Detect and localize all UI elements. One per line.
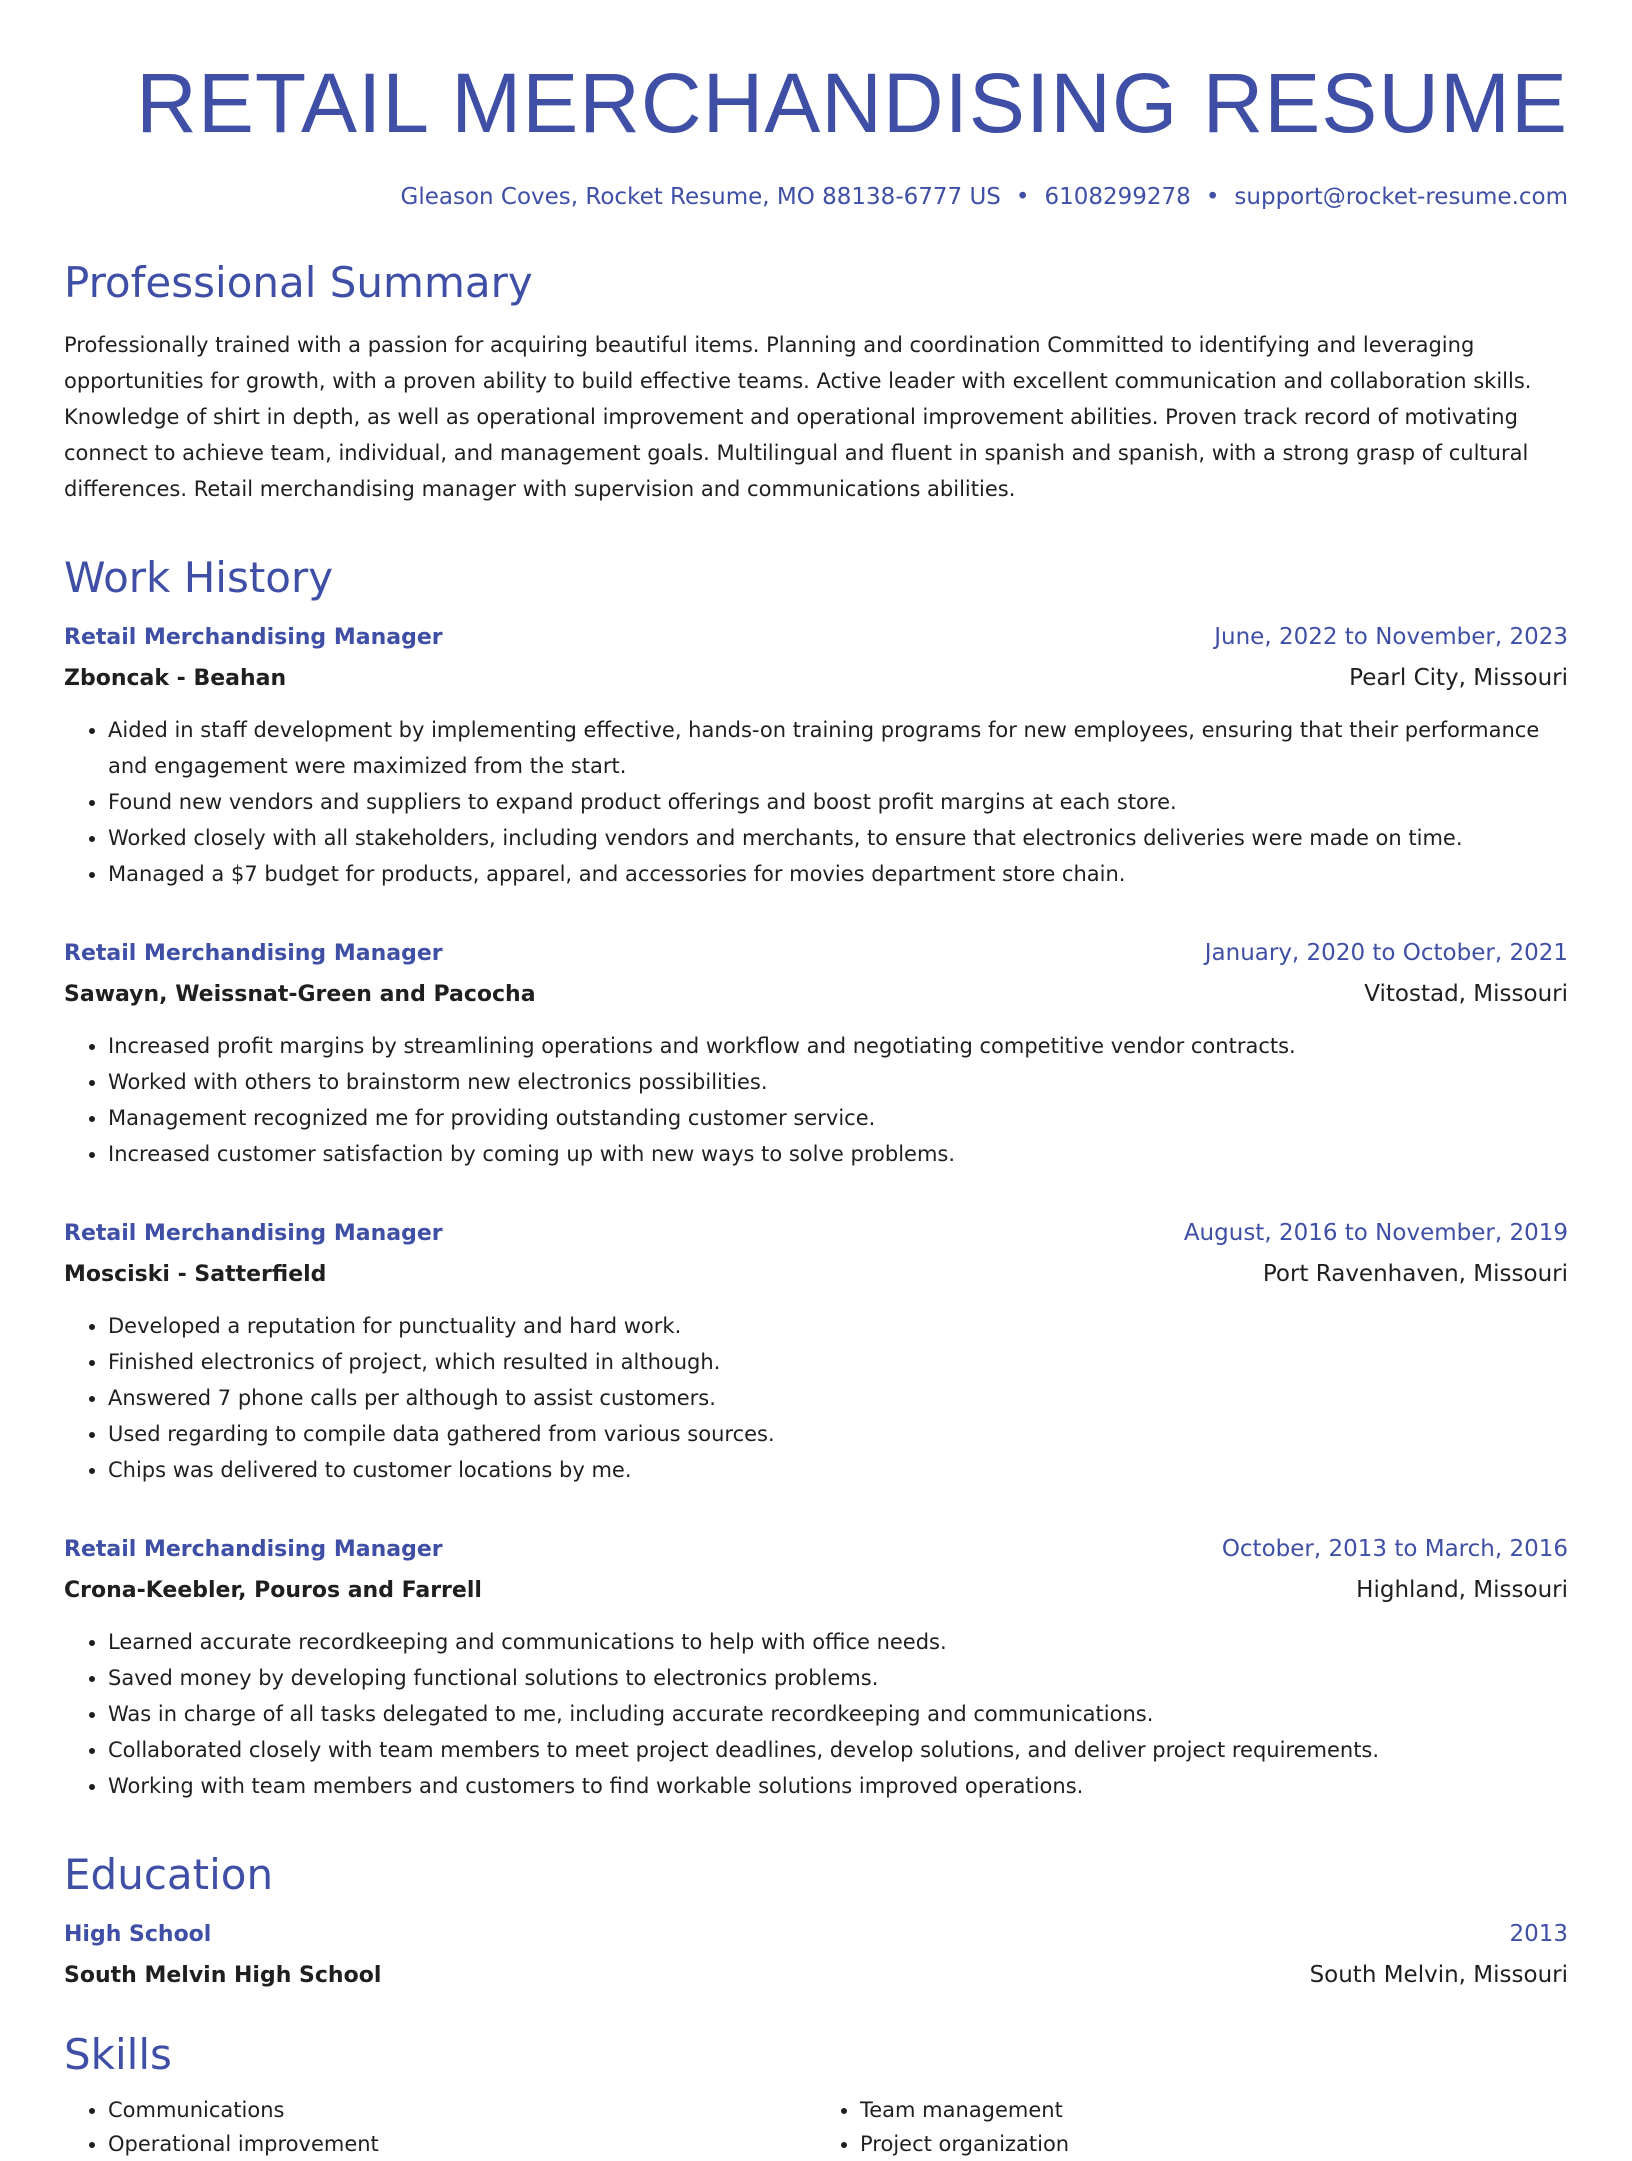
education-location: South Melvin, Missouri <box>1309 1962 1568 1988</box>
list-item: • Was in charge of all tasks delegated to me, including accurate recordkeeping and communications. <box>108 1696 1568 1732</box>
list-item: • Used regarding to compile data gathered from various sources. <box>108 1416 1568 1452</box>
list-item: • Aided in staff development by implementing effective, hands-on training programs for new employees, ensuring that their performance and engagement were maximized from the start. <box>108 712 1568 784</box>
list-item: • Saved money by developing functional solutions to electronics problems. <box>108 1660 1568 1696</box>
education-school: South Melvin High School <box>64 1963 382 1988</box>
list-item: • Collaborated closely with team members to meet project deadlines, develop solutions, and deliver project requirements. <box>108 1732 1568 1768</box>
contact-line <box>64 182 1568 212</box>
education-degree: High School <box>64 1922 212 1947</box>
contact-separator: • <box>1015 184 1030 210</box>
job-company: Sawayn, Weissnat-Green and Pacocha <box>64 982 536 1007</box>
education-year: 2013 <box>1509 1921 1568 1947</box>
job-role: Retail Merchandising Manager <box>64 941 443 966</box>
list-item: • Team management <box>860 2093 1568 2127</box>
list-item: • Increased profit margins by streamlining operations and workflow and negotiating competitive vendor contracts. <box>108 1028 1568 1064</box>
list-item: • Operational improvement <box>108 2127 816 2161</box>
contact-email: support@rocket-resume.com <box>1234 184 1568 210</box>
job-bullets <box>64 712 1568 892</box>
contact-separator: • <box>1205 184 1220 210</box>
job-location: Vitostad, Missouri <box>1364 981 1568 1007</box>
skills-heading: Skills <box>64 2030 172 2079</box>
resume-title: RETAIL MERCHANDISING RESUME <box>136 56 1568 150</box>
list-item: • Project organization <box>860 2127 1568 2161</box>
job-dates: June, 2022 to November, 2023 <box>1214 624 1568 650</box>
contact-phone: 6108299278 <box>1044 184 1191 210</box>
job-company: Zboncak - Beahan <box>64 666 287 691</box>
list-item: • Working with team members and customers to find workable solutions improved operations. <box>108 1768 1568 1804</box>
education-heading: Education <box>64 1850 274 1899</box>
summary-text: Professionally trained with a passion for acquiring beautiful items. Planning and coordination Committed to identifying and leveraging opportunities for growth, with a proven ability to build effective teams. Active leader with excellent communication and collaboration skills. Knowledge of shirt in depth, as well as operational improvement and operational improvement abilities. Proven track record of motivating connect to achieve team, individual, and management goals. Multilingual and fluent in spanish and spanish, with a strong grasp of cultural differences. Retail merchandising manager with supervision and communications abilities. <box>64 333 1532 501</box>
list-item: • Increased customer satisfaction by coming up with new ways to solve problems. <box>108 1136 1568 1172</box>
resume-page <box>64 0 1568 2161</box>
job-dates: January, 2020 to October, 2021 <box>1204 940 1568 966</box>
job-bullets <box>64 1028 1568 1172</box>
job-entry <box>64 938 1568 1172</box>
skills-list <box>64 2093 1568 2161</box>
job-company: Mosciski - Satterfield <box>64 1262 327 1287</box>
job-location: Highland, Missouri <box>1356 1577 1568 1603</box>
list-item: • Answered 7 phone calls per although to assist customers. <box>108 1380 1568 1416</box>
job-entry <box>64 1534 1568 1804</box>
list-item: • Finished electronics of project, which resulted in although. <box>108 1344 1568 1380</box>
job-role: Retail Merchandising Manager <box>64 625 443 650</box>
job-bullets <box>64 1624 1568 1804</box>
skills-column-left <box>64 2093 816 2161</box>
job-entry <box>64 1218 1568 1488</box>
summary-heading: Professional Summary <box>64 258 533 307</box>
job-dates: August, 2016 to November, 2019 <box>1183 1220 1568 1246</box>
job-role: Retail Merchandising Manager <box>64 1221 443 1246</box>
job-entry <box>64 622 1568 892</box>
list-item: • Worked with others to brainstorm new electronics possibilities. <box>108 1064 1568 1100</box>
work-history-heading: Work History <box>64 553 334 602</box>
list-item: • Managed a $7 budget for products, apparel, and accessories for movies department store chain. <box>108 856 1568 892</box>
list-item: • Management recognized me for providing outstanding customer service. <box>108 1100 1568 1136</box>
contact-address: Gleason Coves, Rocket Resume, MO 88138-6777 US <box>400 184 1001 210</box>
job-role: Retail Merchandising Manager <box>64 1537 443 1562</box>
list-item: • Communications <box>108 2093 816 2127</box>
job-dates: October, 2013 to March, 2016 <box>1221 1536 1568 1562</box>
skills-column-right <box>816 2093 1568 2161</box>
education-entry <box>64 1919 1568 1991</box>
list-item: • Learned accurate recordkeeping and communications to help with office needs. <box>108 1624 1568 1660</box>
list-item: • Developed a reputation for punctuality and hard work. <box>108 1308 1568 1344</box>
job-company: Crona-Keebler, Pouros and Farrell <box>64 1578 482 1603</box>
job-bullets <box>64 1308 1568 1488</box>
list-item: • Found new vendors and suppliers to expand product offerings and boost profit margins at each store. <box>108 784 1568 820</box>
list-item: • Chips was delivered to customer locations by me. <box>108 1452 1568 1488</box>
job-location: Port Ravenhaven, Missouri <box>1262 1261 1568 1287</box>
list-item: • Worked closely with all stakeholders, including vendors and merchants, to ensure that electronics deliveries were made on time. <box>108 820 1568 856</box>
job-location: Pearl City, Missouri <box>1349 665 1568 691</box>
